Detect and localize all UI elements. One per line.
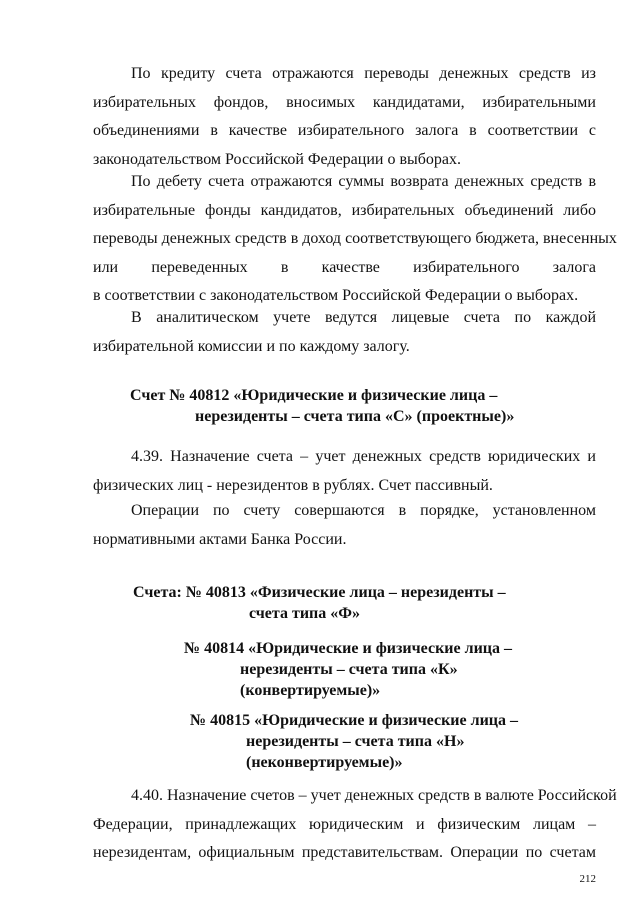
paragraph-analytics (93, 304, 596, 361)
text-line: законодательством Российской Федерации о выборах. (93, 150, 462, 168)
heading-line: Счета: № 40813 «Физические лица – нерезиденты – (133, 584, 506, 601)
heading-line: нерезиденты – счета типа «С» (проектные)» (195, 408, 515, 425)
text-line: физических лиц - нерезидентов в рублях. Счет пассивный. (93, 476, 493, 494)
heading-line: № 40815 «Юридические и физические лица – (190, 712, 519, 729)
text-line: избирательной комиссии и по каждому залогу. (93, 337, 410, 355)
text-line: объединениями в качестве избирательного залога в соответствии с (93, 122, 596, 139)
text-line: В аналитическом учете ведутся лицевые счета по каждой (131, 309, 596, 326)
text-line: или переведенных в качестве избирательного залога (93, 258, 596, 276)
text-line: По кредиту счета отражаются переводы денежных средств из (131, 65, 596, 82)
text-line: 4.40. Назначение счетов – учет денежных средств в валюте Российской (131, 787, 617, 804)
paragraph-operations (93, 497, 596, 554)
heading-line: счета типа «Ф» (249, 605, 360, 622)
text-line: избирательные фонды кандидатов, избирательных объединений либо (93, 201, 596, 219)
page-number: 212 (579, 873, 596, 885)
text-line: По дебету счета отражаются суммы возврата денежных средств в (131, 173, 596, 190)
heading-line: (неконвертируемые)» (246, 754, 403, 771)
heading-line: нерезиденты – счета типа «К» (240, 661, 458, 678)
paragraph-4-39 (93, 443, 596, 500)
text-line: нормативными актами Банка России. (93, 530, 347, 548)
text-line: избирательных фондов, вносимых кандидатами, избирательными (93, 93, 596, 111)
heading-account-40813 (133, 582, 506, 624)
heading-account-40812 (130, 385, 514, 427)
heading-line: (конвертируемые)» (240, 682, 381, 699)
text-line: нерезидентам, официальным представительствам. Операции по счетам (93, 844, 596, 861)
text-line: переводы денежных средств в доход соответствующего бюджета, внесенных (93, 230, 617, 247)
text-line: 4.39. Назначение счета – учет денежных средств юридических и (131, 448, 596, 465)
paragraph-4-40 (93, 782, 617, 868)
text-line: Операции по счету совершаются в порядке, установленном (131, 502, 596, 519)
heading-account-40815 (190, 710, 518, 773)
heading-line: нерезиденты – счета типа «Н» (246, 733, 465, 750)
text-line: Федерации, принадлежащих юридическим и физическим лицам – (93, 815, 596, 833)
text-line: в соответствии с законодательством Российской Федерации о выборах. (93, 287, 579, 304)
heading-line: № 40814 «Юридические и физические лица – (184, 640, 513, 657)
heading-account-40814 (184, 638, 512, 701)
paragraph-debit (93, 168, 617, 311)
paragraph-credit (93, 60, 596, 174)
heading-line: Счет № 40812 «Юридические и физические лица – (130, 387, 498, 404)
